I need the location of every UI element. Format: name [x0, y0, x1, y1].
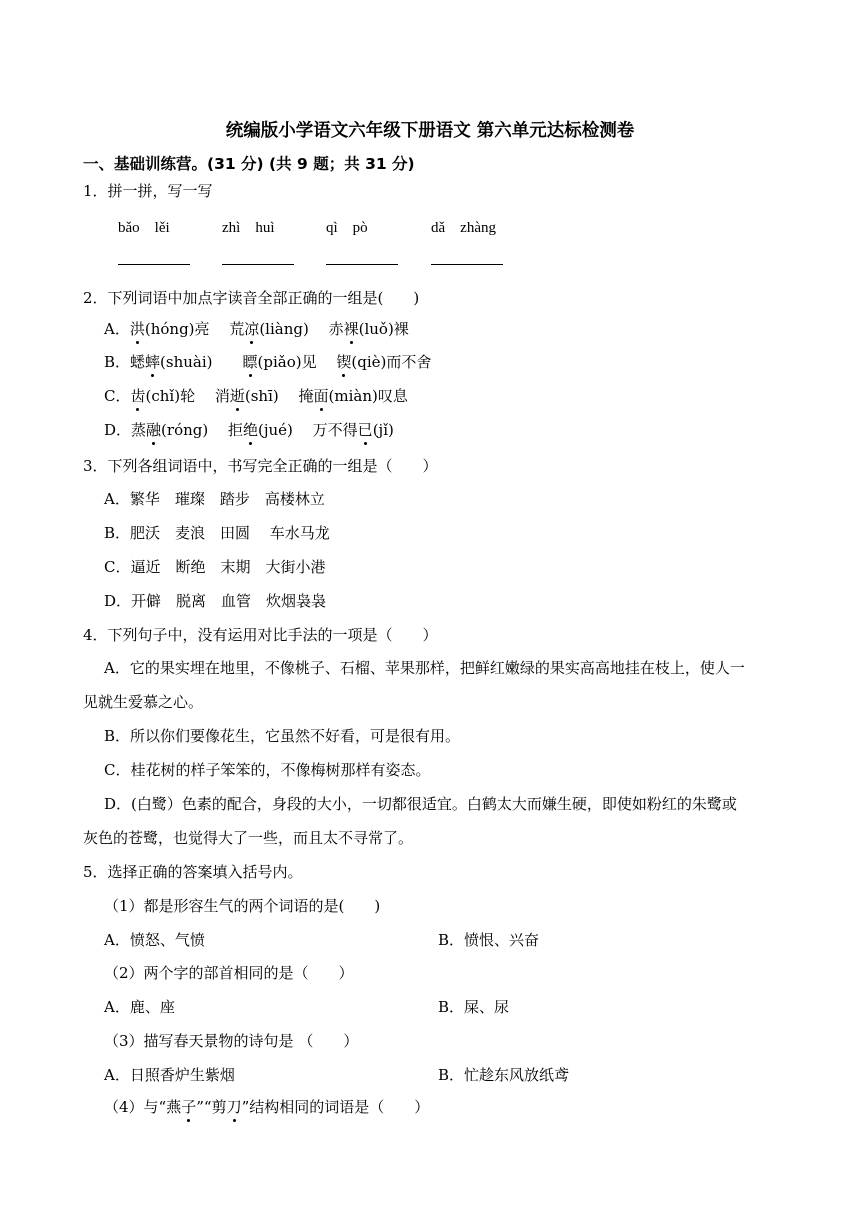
answer-blank-3[interactable]	[326, 264, 398, 265]
dotted-char: 齿	[130, 387, 146, 405]
answer-blank-1[interactable]	[118, 264, 190, 265]
dotted-char: 融	[146, 421, 162, 439]
option-4d-line2: 灰色的苍鹭，也觉得大了一些，而且太不寻常了。	[83, 829, 414, 847]
pinyin-3: qì pò	[326, 220, 368, 236]
question-2-stem: 2．下列词语中加点字读音全部正确的一组是( )	[83, 289, 420, 307]
option-4c: C．桂花树的样子笨笨的，不像梅树那样有姿态。	[104, 761, 431, 779]
dotted-char: 凉	[244, 320, 260, 338]
answer-blank-2[interactable]	[222, 264, 294, 265]
option-3c: C．逼近 断绝 末期 大街小港	[104, 558, 326, 576]
dotted-char: 绝	[242, 421, 258, 439]
option-3a: A．繁华 璀璨 踏步 高楼林立	[104, 490, 325, 508]
dotted-char: 裸	[343, 320, 359, 338]
option-2b: B．蟋蟀(shuài) 瞟(piǎo)见 锲(qiè)而不舍	[104, 353, 432, 371]
sub-question-1: （1）都是形容生气的两个词语的是( )	[104, 897, 381, 915]
option-4d-line1: D．(白鹭）色素的配合，身段的大小，一切都很适宜。白鹤太大而嫌生硬，即使如粉红的朱鹭或	[104, 795, 737, 813]
sub-question-2: （2）两个字的部首相同的是（ ）	[104, 964, 354, 982]
dotted-char: 子	[181, 1098, 197, 1116]
dotted-char: 瞟	[242, 353, 258, 371]
option-4a-line1: A．它的果实埋在地里，不像桃子、石榴、苹果那样，把鲜红嫩绿的果实高高地挂在枝上，使人一	[104, 659, 745, 677]
dotted-char: 已	[357, 421, 373, 439]
pinyin-1: bǎo lěi	[118, 220, 170, 236]
sub-question-4: （4）与“燕子”“剪刀”结构相同的词语是（ ）	[104, 1098, 430, 1116]
question-3-stem: 3．下列各组词语中，书写完全正确的一组是（ ）	[83, 457, 438, 475]
dotted-char: 刀	[226, 1098, 242, 1116]
option-5-3b: B．忙趁东风放纸鸢	[438, 1066, 570, 1084]
sub-question-3: （3）描写春天景物的诗句是 （ ）	[104, 1032, 359, 1050]
option-5-1b: B．愤恨、兴奋	[438, 931, 540, 949]
dotted-char: 蟀	[145, 353, 161, 371]
option-3d: D．开僻 脱离 血管 炊烟袅袅	[104, 592, 327, 610]
option-5-2a: A．鹿、座	[104, 998, 175, 1016]
option-2c: C．齿(chǐ)轮 消逝(shī) 掩面(miàn)叹息	[104, 387, 408, 405]
question-4-stem: 4．下列句子中，没有运用对比手法的一项是（ ）	[83, 626, 438, 644]
page-title: 统编版小学语文六年级下册语文 第六单元达标检测卷	[225, 121, 635, 141]
option-4b: B．所以你们要像花生，它虽然不好看，可是很有用。	[104, 727, 461, 745]
dotted-char: 洪	[129, 320, 145, 338]
option-5-3a: A．日照香炉生紫烟	[104, 1066, 235, 1084]
option-4a-line2: 见就生爱慕之心。	[83, 693, 204, 711]
dotted-char: 面	[313, 387, 329, 405]
dotted-char: 锲	[336, 353, 352, 371]
option-2d: D．蒸融(róng) 拒绝(jué) 万不得已(jǐ)	[104, 421, 394, 439]
option-5-1a: A．愤怒、气愤	[104, 931, 205, 949]
section-heading: 一、基础训练营。(31 分) (共 9 题；共 31 分)	[83, 155, 415, 173]
question-5-stem: 5．选择正确的答案填入括号内。	[83, 863, 303, 881]
option-5-2b: B．屎、尿	[438, 998, 510, 1016]
answer-blank-4[interactable]	[431, 264, 503, 265]
option-2a: A．洪(hóng)亮 荒凉(liàng) 赤裸(luǒ)裸	[104, 320, 409, 338]
question-1-stem: 1．拼一拼，写一写	[83, 182, 213, 200]
option-3b: B．肥沃 麦浪 田圆 车水马龙	[104, 524, 330, 542]
pinyin-2: zhì huì	[222, 220, 275, 236]
pinyin-4: dǎ zhàng	[431, 220, 496, 236]
dotted-char: 逝	[229, 387, 245, 405]
